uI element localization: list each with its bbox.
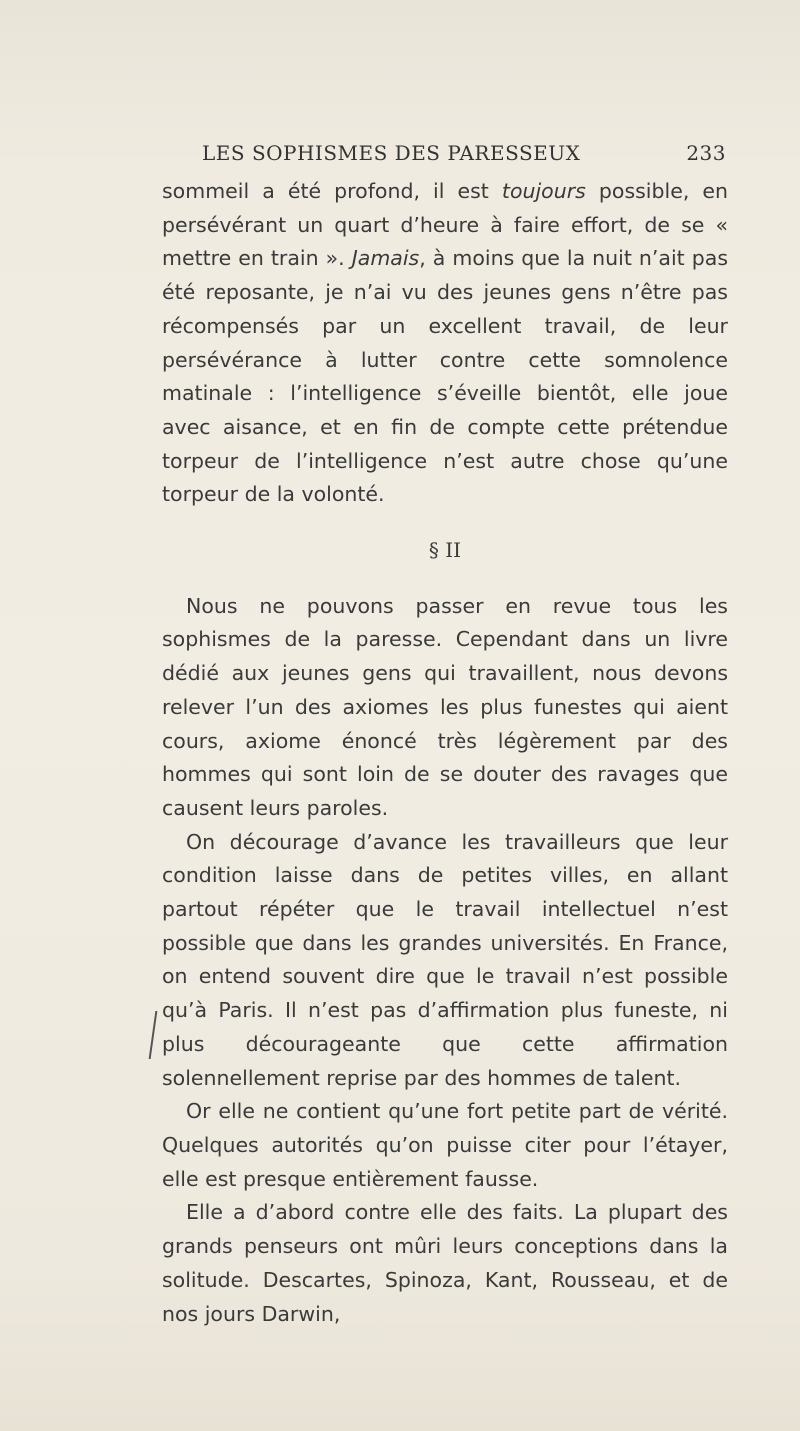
- paragraph-1-start: sommeil a été profond, il est: [162, 179, 502, 203]
- paragraph-5: Elle a d’abord contre elle des faits. La plupart des grands penseurs ont mûri leurs conceptions dans la solitude. Descartes, Spinoza, Kant, Rousseau, et de nos jours Darwin,: [162, 1200, 728, 1326]
- italic-toujours: toujours: [501, 179, 586, 203]
- body-text: [162, 175, 728, 1331]
- paragraph-4: Or elle ne contient qu’une fort petite part de vérité. Quelques autorités qu’on puisse citer pour l’étayer, elle est presque entièrement fausse.: [162, 1099, 728, 1191]
- paragraph-1-end: , à moins que la nuit n’ait pas été reposante, je n’ai vu des jeunes gens n’être pas récompensés par un excellent travail, de leur persévérance à lutter contre cette somnolence matinale : l’intelligence s’éveille bientôt, elle joue avec aisance, et en fin de compte cette prétendue torpeur de l’intelligence n’est autre chose qu’une torpeur de la volonté.: [162, 246, 728, 507]
- running-title: LES SOPHISMES DES PARESSEUX: [202, 141, 581, 165]
- running-head: [178, 141, 726, 167]
- paragraph-1: [162, 175, 728, 512]
- italic-jamais: Jamais: [351, 246, 420, 271]
- paragraph-1-middle: possible, en persévérant un quart d’heure à faire effort, de se « mettre en train ».: [162, 179, 729, 271]
- section-heading: § II: [428, 538, 462, 563]
- page-number: 233: [686, 141, 726, 165]
- paragraph-2: Nous ne pouvons passer en revue tous les sophismes de la paresse. Cependant dans un livre dédié aux jeunes gens qui travaillent, nous devons relever l’un des axiomes les plus funestes qui aient cours, axiome énoncé très légèrement par des hommes qui sont loin de se douter des ravages que causent leurs paroles.: [162, 593, 728, 820]
- margin-mark: [149, 1011, 158, 1059]
- paragraph-3: On décourage d’avance les travailleurs que leur condition laisse dans de petites villes, en allant partout répéter que le travail intellectuel n’est possible que dans les grandes universités. En France, on entend souvent dire que le travail n’est possible qu’à Paris. Il n’est pas d’affirmation plus funeste, ni plus décourageante que cette affirmation solennellement reprise par des hommes de talent.: [162, 829, 728, 1090]
